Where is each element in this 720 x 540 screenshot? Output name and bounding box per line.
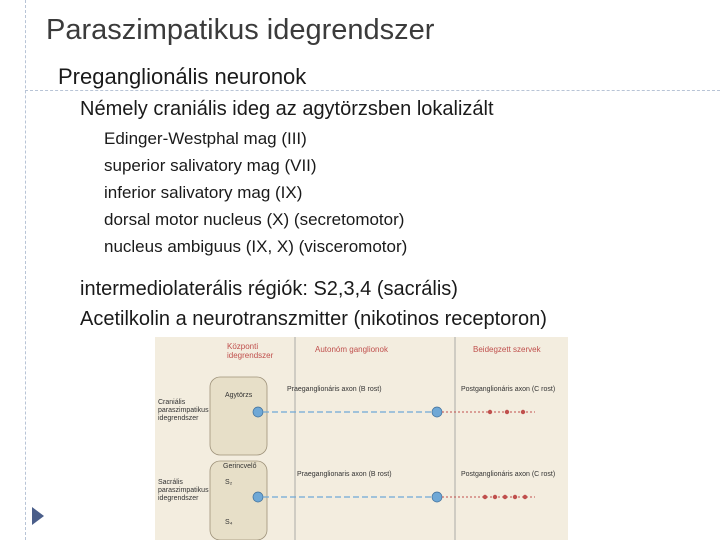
label-pre-axon-sacral: Praeganglionaris axon (B rost) bbox=[297, 471, 392, 478]
effector-dot bbox=[505, 410, 509, 414]
label-pre-axon-cranial: Praeganglionáris axon (B rost) bbox=[287, 386, 382, 393]
play-triangle-icon bbox=[32, 507, 44, 525]
effector-dot bbox=[503, 495, 507, 499]
title-divider bbox=[25, 90, 720, 91]
level2-sacral-regions: intermediolaterális régiók: S2,3,4 (sacrális) bbox=[80, 278, 458, 300]
effector-dot bbox=[523, 495, 527, 499]
level3-item: Edinger-Westphal mag (III) bbox=[104, 129, 307, 148]
label-cranial-system: Craniális paraszimpatikus idegrendszer bbox=[158, 399, 209, 422]
effector-dot bbox=[521, 410, 525, 414]
effector-dot bbox=[483, 495, 487, 499]
header-innervated-organs: Beidegzett szervek bbox=[473, 345, 541, 354]
header-autonomic-ganglia: Autonóm ganglionok bbox=[315, 345, 388, 354]
level3-item: dorsal motor nucleus (X) (secretomotor) bbox=[104, 210, 405, 229]
level3-item: inferior salivatory mag (IX) bbox=[104, 183, 303, 202]
label-s2: S₂ bbox=[225, 479, 233, 486]
label-brainstem: Agytörzs bbox=[225, 392, 253, 399]
sacral-ganglion-cell bbox=[432, 492, 442, 502]
left-guide-line bbox=[25, 0, 26, 540]
parasympathetic-diagram bbox=[155, 337, 568, 540]
level3-item: superior salivatory mag (VII) bbox=[104, 156, 317, 175]
label-post-axon-cranial: Postganglionáris axon (C rost) bbox=[461, 386, 556, 393]
cranial-neuron-body bbox=[253, 407, 263, 417]
level3-item: nucleus ambiguus (IX, X) (visceromotor) bbox=[104, 237, 408, 256]
slide-title: Paraszimpatikus idegrendszer bbox=[46, 14, 435, 46]
effector-dot bbox=[513, 495, 517, 499]
effector-dot bbox=[493, 495, 497, 499]
label-s4: S₄ bbox=[225, 519, 233, 526]
label-sacral-system: Sacrális paraszimpatikus idegrendszer bbox=[158, 479, 209, 502]
level2-cranial-nerves: Némely craniális ideg az agytörzsben lokalizált bbox=[80, 98, 494, 120]
sacral-neuron-body bbox=[253, 492, 263, 502]
header-central-nervous-system: Központi idegrendszer bbox=[227, 342, 274, 360]
label-post-axon-sacral: Postganglionáris axon (C rost) bbox=[461, 471, 556, 478]
label-spinal-cord: Gerincvelő bbox=[223, 463, 257, 470]
level1-preganglionic: Preganglionális neuronok bbox=[58, 64, 307, 89]
level2-neurotransmitter: Acetilkolin a neurotranszmitter (nikotinos receptoron) bbox=[80, 308, 547, 330]
cranial-ganglion-cell bbox=[432, 407, 442, 417]
effector-dot bbox=[488, 410, 492, 414]
diagram-drawing bbox=[155, 337, 568, 540]
